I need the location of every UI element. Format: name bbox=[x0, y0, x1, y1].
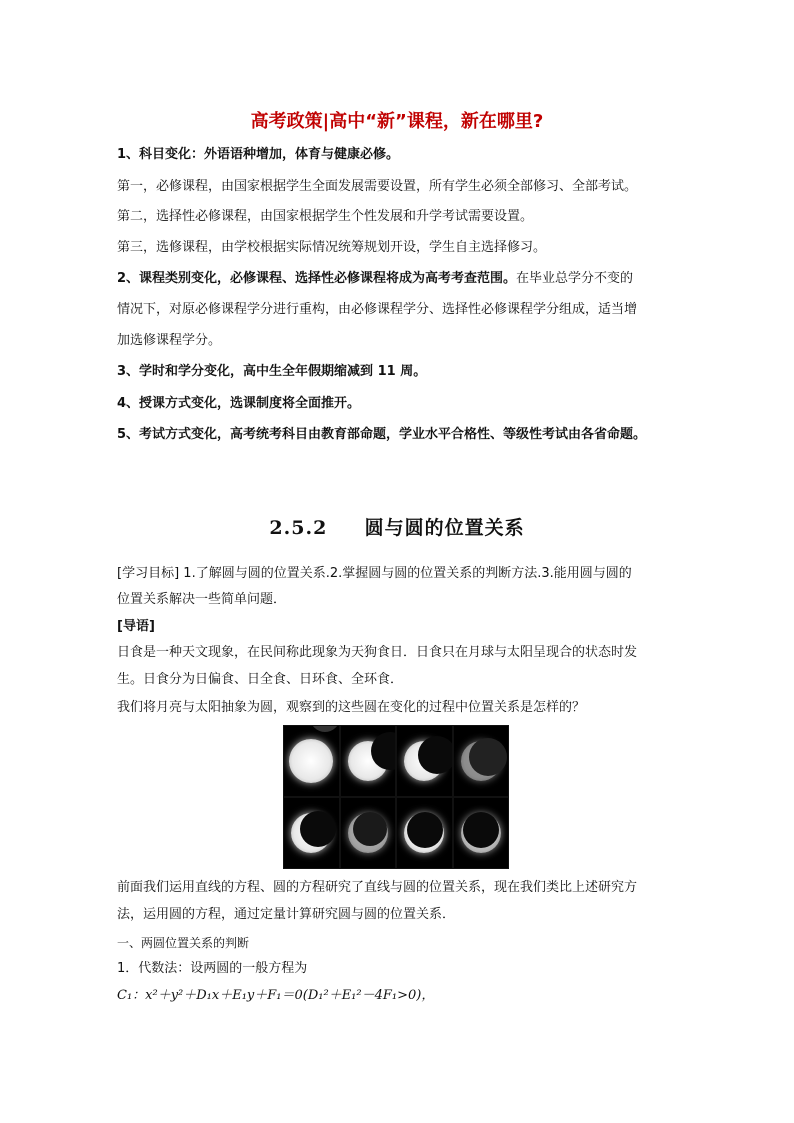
page-title: 高考政策|高中“新”课程，新在哪里? bbox=[250, 111, 544, 132]
algebra-method: 1．代数法：设两圆的一般方程为 bbox=[117, 961, 308, 976]
circle-equation-c1: C₁：x²＋y²＋D₁x＋E₁y＋F₁＝0(D₁²＋E₁²－4F₁>0)， bbox=[117, 988, 435, 1003]
policy-item-2-rest: 在毕业总学分不变的 bbox=[516, 271, 634, 286]
eclipse-frame-6 bbox=[341, 798, 396, 868]
policy-line-4: 第三，选修课程，由学校根据实际情况统筹规划开设，学生自主选择修习。 bbox=[117, 240, 547, 255]
subsection-heading: 一、两圆位置关系的判断 bbox=[117, 936, 250, 950]
eclipse-frame-1 bbox=[284, 726, 339, 796]
eclipse-frame-8 bbox=[454, 798, 509, 868]
goal-text: 1.了解圆与圆的位置关系.2.掌握圆与圆的位置关系的判断方法.3.能用圆与圆的 bbox=[183, 566, 632, 581]
goal-label: [学习目标] bbox=[117, 566, 180, 581]
intro-line-3: 我们将月亮与太阳抽象为圆，观察到的这些圆在变化的过程中位置关系是怎样的？ bbox=[117, 700, 586, 715]
policy-line-2: 第一，必修课程，由国家根据学生全面发展需要设置，所有学生必须全部修习、全部考试。 bbox=[117, 179, 638, 194]
policy-item-2-bold: 2、课程类别变化，必修课程、选择性必修课程将成为高考考查范围。 bbox=[117, 271, 517, 286]
policy-line-6: 情况下，对原必修课程学分进行重构，由必修课程学分、选择性必修课程学分组成，适当增 bbox=[117, 302, 638, 317]
after-line-1: 前面我们运用直线的方程、圆的方程研究了直线与圆的位置关系，现在我们类比上述研究方 bbox=[117, 880, 638, 895]
intro-line-1: 日食是一种天文现象，在民间称此现象为天狗食日．日食只在月球与太阳呈现合的状态时发 bbox=[117, 645, 638, 660]
policy-line-7: 加选修课程学分。 bbox=[117, 333, 222, 348]
after-line-2: 法，运用圆的方程，通过定量计算研究圆与圆的位置关系． bbox=[117, 907, 456, 922]
eclipse-frame-5 bbox=[284, 798, 339, 868]
section-number: 2.5.2 bbox=[269, 517, 328, 539]
eclipse-frame-3 bbox=[397, 726, 452, 796]
section-title: 圆与圆的位置关系 bbox=[364, 517, 525, 539]
eclipse-frame-4 bbox=[454, 726, 509, 796]
policy-item-3: 3、学时和学分变化，高中生全年假期缩减到 11 周。 bbox=[117, 364, 427, 379]
intro-line-2: 生。日食分为日偏食、日全食、日环食、全环食． bbox=[117, 672, 404, 687]
policy-item-5: 5、考试方式变化，高考统考科目由教育部命题，学业水平合格性、等级性考试由各省命题。 bbox=[117, 427, 647, 442]
intro-label: [导语] bbox=[117, 619, 155, 634]
goal-text-2: 位置关系解决一些简单问题． bbox=[117, 592, 287, 607]
eclipse-frame-7 bbox=[397, 798, 452, 868]
eclipse-photo bbox=[283, 725, 509, 869]
policy-item-2 bbox=[117, 269, 633, 289]
policy-item-1: 1、科目变化：外语语种增加，体育与健康必修。 bbox=[117, 147, 400, 162]
section-heading bbox=[0, 513, 794, 540]
eclipse-frame-2 bbox=[341, 726, 396, 796]
policy-item-4: 4、授课方式变化，选课制度将全面推开。 bbox=[117, 396, 361, 411]
learning-goal bbox=[117, 564, 632, 584]
policy-line-3: 第二，选择性必修课程，由国家根据学生个性发展和升学考试需要设置。 bbox=[117, 209, 534, 224]
